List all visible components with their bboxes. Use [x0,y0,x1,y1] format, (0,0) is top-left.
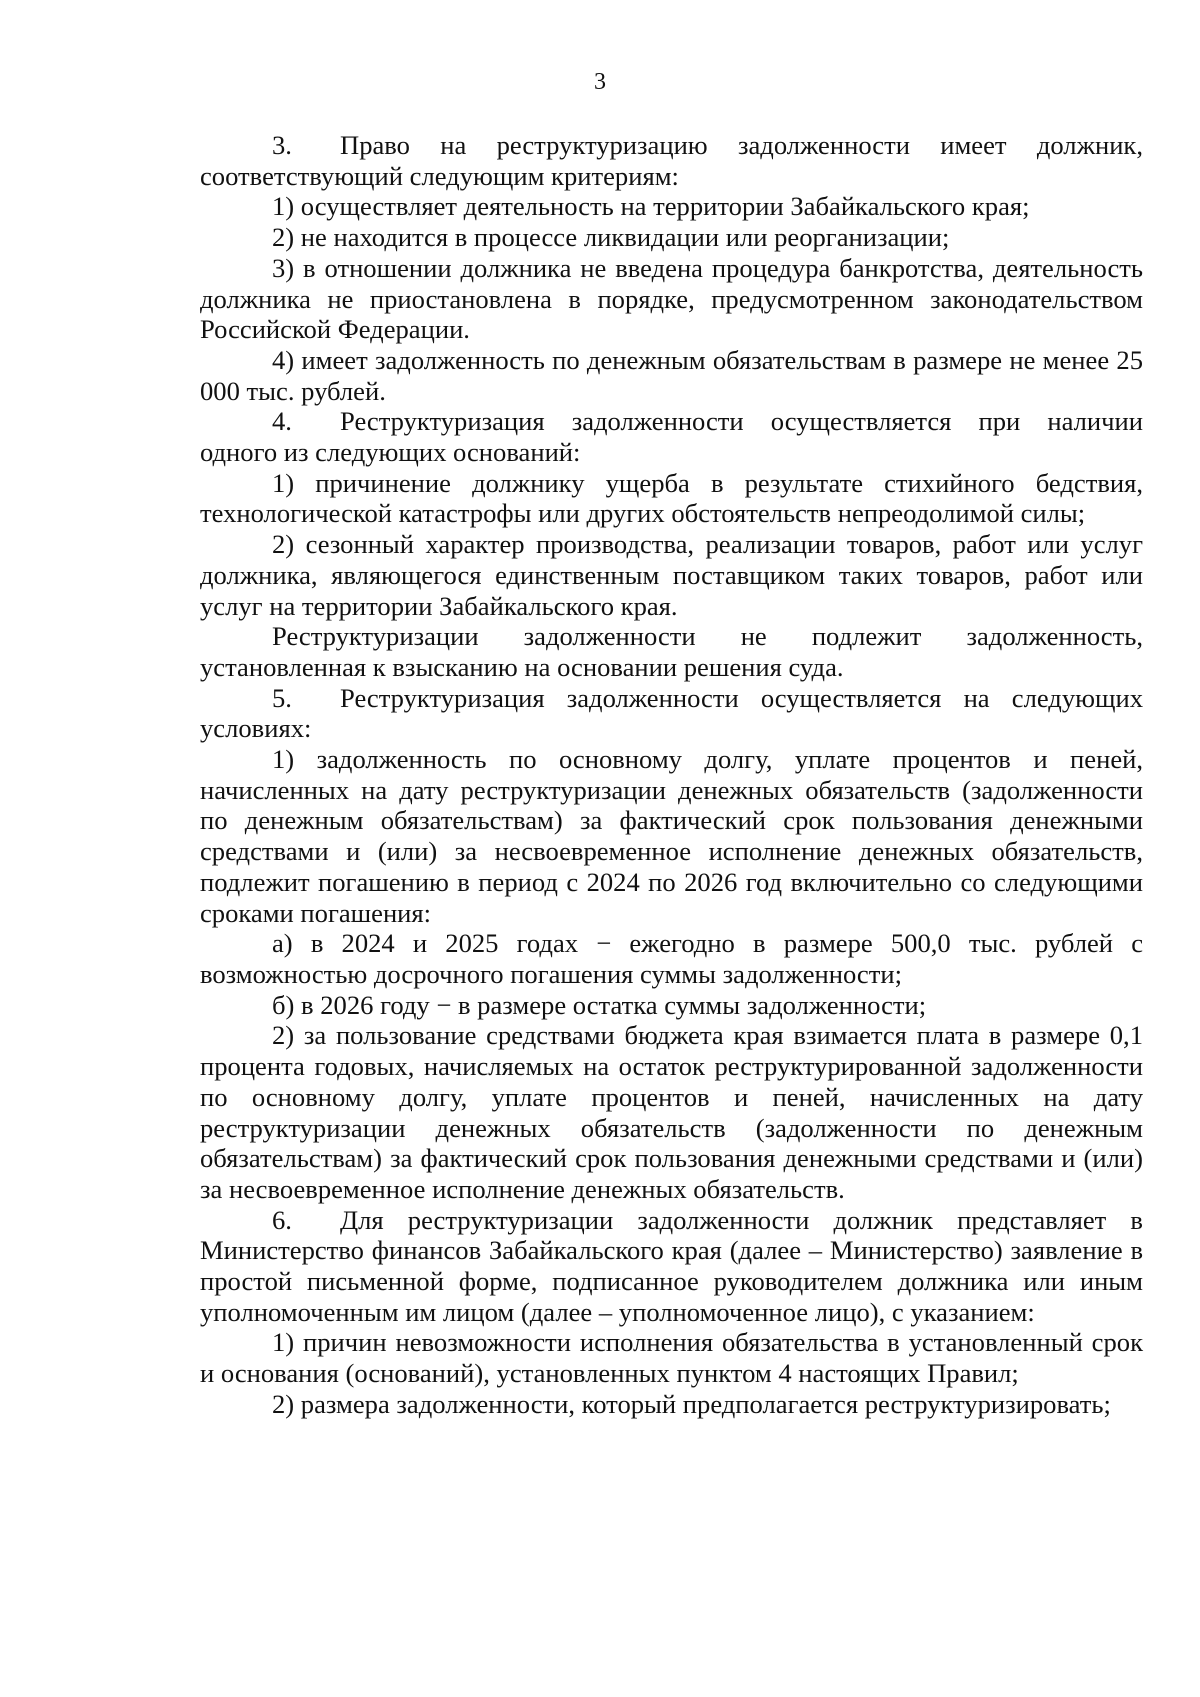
paragraph-6-1 [200,1327,1143,1388]
paragraph-text: 1) задолженность по основному долгу, уплате процентов и пеней, начисленных на дату реструктуризации денежных обязательств (задолженности по денежным обязательствам) за фактический срок пользования денежными средствами и (или) за несвоевременное исполнение денежных обязательств, подлежит погашению в период с 2024 по 2026 год включительно со следующими сроками погашения: [200,744,1143,928]
paragraph-text: 2) за пользование средствами бюджета края взимается плата в размере 0,1 процента годовых, начисляемых на остаток реструктурированной задолженности по основному долгу, уплате процентов и пеней, начисленных на дату реструктуризации денежных обязательств (задолженности по денежным обязательствам) за фактический срок пользования денежными средствами и (или) за несвоевременное исполнение денежных обязательств. [200,1020,1143,1204]
paragraph-4-note [200,621,1143,682]
paragraph-text: Право на реструктуризацию задолженности имеет должник, соответствующий следующим критериям: [200,130,1143,191]
paragraph-3-4 [200,345,1143,406]
paragraph-4 [200,406,1143,467]
item-number: 3. [272,130,292,160]
item-number: 6. [272,1204,292,1235]
paragraph-5 [200,683,1143,744]
item-number: 4. [272,406,292,437]
paragraph-text: Реструктуризации задолженности не подлежит задолженность, установленная к взысканию на основании решения суда. [200,621,1143,682]
paragraph-5-2 [200,1020,1143,1204]
paragraph-5-1-a [200,928,1143,989]
paragraph-text: 2) сезонный характер производства, реализации товаров, работ или услуг должника, являющегося единственным поставщиком таких товаров, работ или услуг на территории Забайкальского края. [200,529,1143,621]
paragraph-3 [200,130,1143,191]
paragraph-text: 1) причинение должнику ущерба в результате стихийного бедствия, технологической катастрофы или других обстоятельств непреодолимой силы; [200,467,1143,529]
paragraph-text: а) в 2024 и 2025 годах − ежегодно в размере 500,0 тыс. рублей с возможностью досрочного погашения суммы задолженности; [200,928,1143,989]
paragraph-text: 1) осуществляет деятельность на территории Забайкальского края; [272,191,1030,222]
paragraph-4-2 [200,529,1143,621]
document-body [200,130,1143,1420]
paragraph-text: Реструктуризация задолженности осуществляется при наличии одного из следующих оснований: [200,406,1143,468]
page-number: 3 [594,69,606,95]
paragraph-4-1 [200,468,1143,529]
paragraph-3-3 [200,253,1143,345]
paragraph-6 [200,1205,1143,1328]
paragraph-text: б) в 2026 году − в размере остатка суммы задолженности; [272,989,927,1020]
paragraph-text: 1) причин невозможности исполнения обязательства в установленный срок и основания (оснований), установленных пунктом 4 настоящих Правил; [200,1327,1143,1389]
paragraph-5-1-b [200,990,1143,1021]
paragraph-text: Реструктуризация задолженности осуществляется на следующих условиях: [200,682,1143,744]
paragraph-text: 3) в отношении должника не введена процедура банкротства, деятельность должника не приостановлена в порядке, предусмотренном законодательством Российской Федерации. [200,252,1143,345]
paragraph-text: 2) не находится в процессе ликвидации или реорганизации; [272,222,950,253]
paragraph-6-2 [200,1389,1143,1420]
paragraph-5-1 [200,744,1143,928]
paragraph-text: 4) имеет задолженность по денежным обязательствам в размере не менее 25 000 тыс. рублей. [200,344,1143,406]
paragraph-3-2 [200,222,1143,253]
item-number: 5. [272,682,292,713]
paragraph-3-1 [200,191,1143,222]
paragraph-text: Для реструктуризации задолженности должник представляет в Министерство финансов Забайкальского края (далее – Министерство) заявление в простой письменной форме, подписанное руководителем должника или иным уполномоченным им лицом (далее – уполномоченное лицо), с указанием: [200,1204,1143,1327]
paragraph-text: 2) размера задолженности, который предполагается реструктуризировать; [272,1388,1111,1419]
